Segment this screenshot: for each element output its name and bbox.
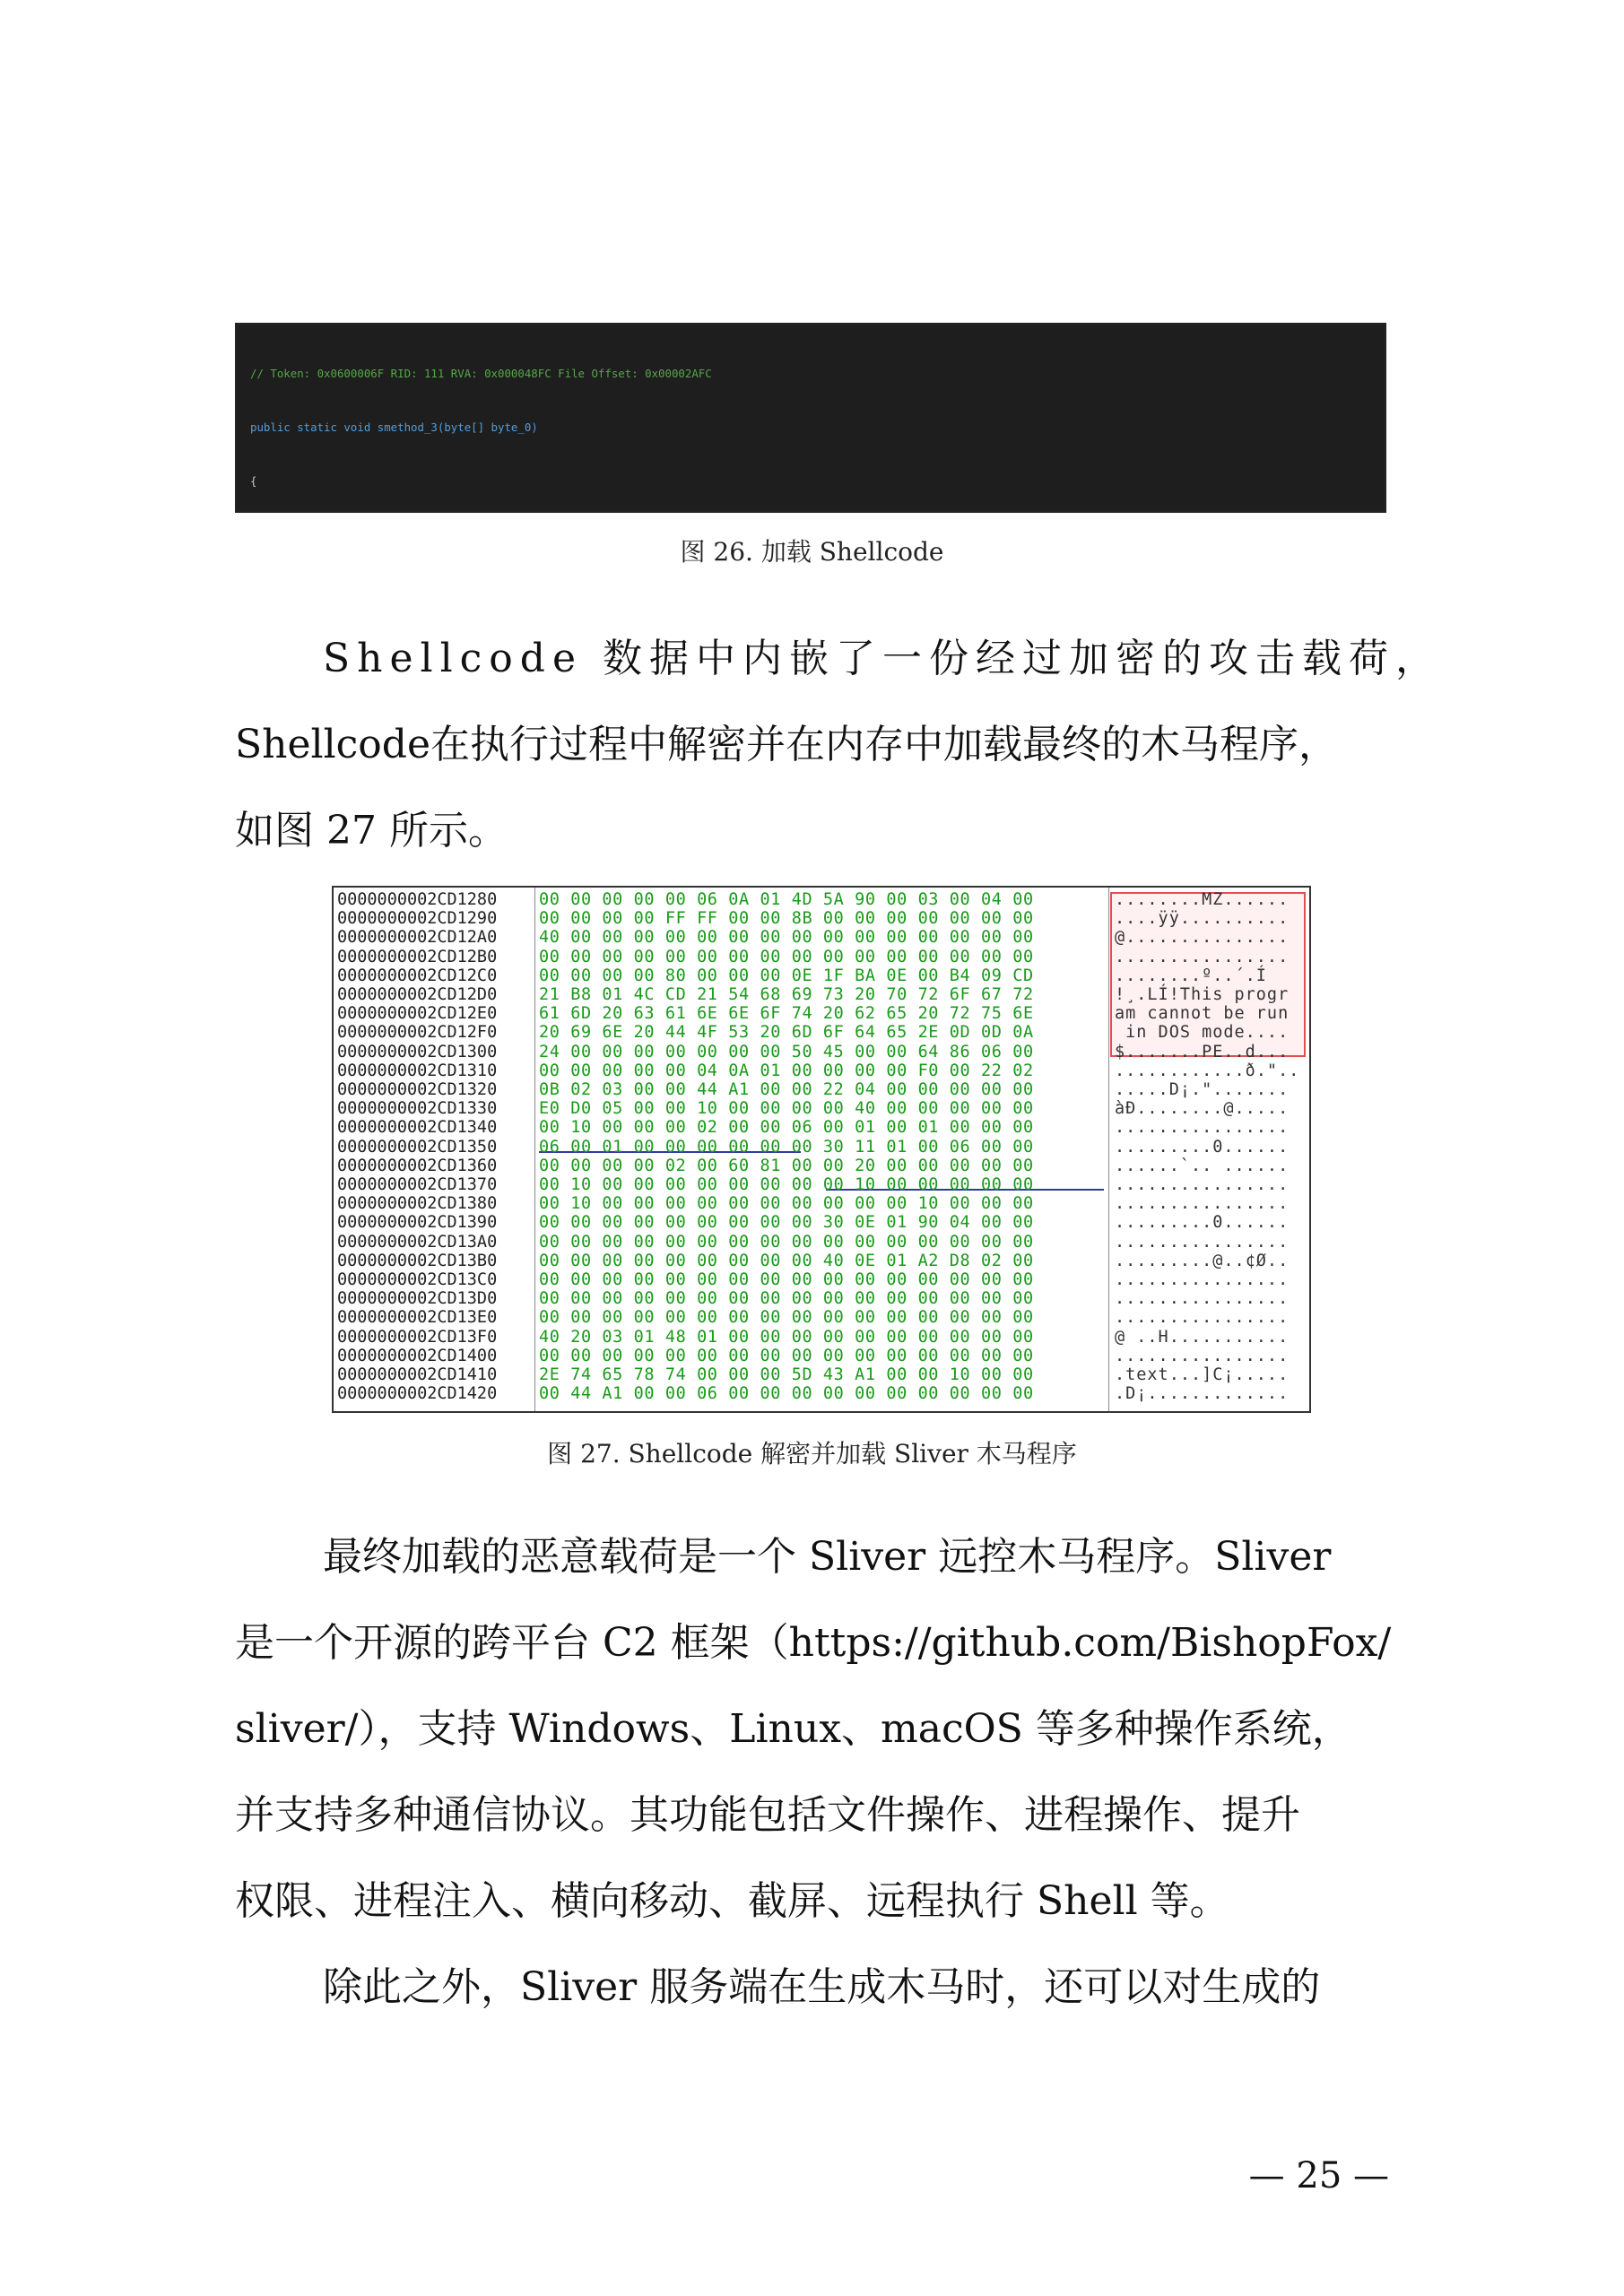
hex-bytes: 00 00 00 00 00 04 0A 01 00 00 00 00 F0 00 22 02	[539, 1061, 1034, 1080]
code-line: // Token: 0x0600006F RID: 111 RVA: 0x000048FC File Offset: 0x00002AFC	[250, 367, 712, 380]
hex-ascii: .........0......	[1115, 1137, 1290, 1157]
hex-bytes: 00 10 00 00 00 00 00 00 00 00 00 00 10 00 00 00	[539, 1194, 1034, 1214]
hex-ascii: ............ð."..	[1115, 1061, 1300, 1080]
hex-row	[334, 1365, 1311, 1384]
hex-ascii: .....D¡.".......	[1115, 1080, 1290, 1099]
hex-bytes: 0B 02 03 00 00 44 A1 00 00 22 04 00 00 00 00 00	[539, 1080, 1034, 1099]
hex-bytes: 24 00 00 00 00 00 00 00 50 45 00 00 64 86 06 00	[539, 1042, 1034, 1061]
hex-address: 0000000002CD1360	[337, 1156, 498, 1175]
hex-address: 0000000002CD13C0	[337, 1270, 498, 1289]
hex-bytes: 00 44 A1 00 00 06 00 00 00 00 00 00 00 00 00 00	[539, 1384, 1034, 1404]
hex-ascii: .........0......	[1115, 1213, 1290, 1233]
hex-address: 0000000002CD1370	[337, 1175, 498, 1194]
hex-ascii: .text...]C¡.....	[1115, 1365, 1290, 1384]
hex-ascii: ................	[1115, 947, 1290, 966]
hex-ascii: in DOS mode....	[1115, 1023, 1290, 1043]
hex-bytes: 00 00 00 00 00 00 00 00 00 00 00 00 00 00 00 00	[539, 1289, 1034, 1309]
hex-ascii: am cannot be run	[1115, 1004, 1290, 1024]
hex-ascii: ................	[1115, 1289, 1290, 1309]
paragraph-1-line-2: Shellcode在执行过程中解密并在内存中加载最终的木马程序，	[235, 722, 1338, 767]
hex-bytes: 21 B8 01 4C CD 21 54 68 69 73 20 70 72 6F 67 72	[539, 985, 1034, 1004]
hex-bytes: 40 00 00 00 00 00 00 00 00 00 00 00 00 00 00 00	[539, 928, 1034, 948]
hex-address: 0000000002CD13E0	[337, 1308, 498, 1328]
paragraph-3-line-1: 除此之外，Sliver 服务端在生成木马时，还可以对生成的	[323, 1964, 1321, 2010]
hex-ascii: $.......PE..d...	[1115, 1042, 1290, 1061]
hex-address: 0000000002CD13A0	[337, 1232, 498, 1252]
hex-address: 0000000002CD1410	[337, 1365, 498, 1384]
hex-row	[334, 1252, 1311, 1270]
hex-bytes: 00 10 00 00 00 00 00 00 00 00 10 00 00 00 00 00	[539, 1175, 1034, 1194]
hex-row	[334, 1157, 1311, 1175]
hex-bytes: 00 00 00 00 FF FF 00 00 8B 00 00 00 00 00 00 00	[539, 909, 1034, 929]
hex-ascii: àÐ........@.....	[1115, 1099, 1290, 1119]
hex-row	[334, 1194, 1311, 1213]
hex-bytes: E0 D0 05 00 00 10 00 00 00 00 40 00 00 00 00 00	[539, 1099, 1034, 1119]
hex-ascii: ................	[1115, 1270, 1290, 1289]
hex-ascii: .........@..¢Ø..	[1115, 1251, 1290, 1270]
paragraph-1-line-1: Shellcode 数据中内嵌了一份经过加密的攻击载荷，	[323, 636, 1442, 681]
hex-ascii: ................	[1115, 1175, 1290, 1194]
hex-row	[334, 948, 1311, 966]
hex-bytes: 00 00 00 00 00 00 00 00 00 00 00 00 00 00 00 00	[539, 1346, 1034, 1365]
hex-ascii: @ ..H...........	[1115, 1327, 1290, 1347]
hex-row	[334, 985, 1311, 1004]
figure-27-caption: 图 27. Shellcode 解密并加载 Sliver 木马程序	[547, 1439, 1077, 1469]
hex-address: 0000000002CD1280	[337, 890, 498, 909]
hex-address: 0000000002CD13F0	[337, 1327, 498, 1347]
paragraph-2-line-1: 最终加载的恶意载荷是一个 Sliver 远控木马程序。Sliver	[323, 1534, 1332, 1580]
hex-address: 0000000002CD13D0	[337, 1289, 498, 1309]
hex-row	[334, 1289, 1311, 1308]
hex-bytes: 00 00 00 00 00 00 00 00 00 30 0E 01 90 04 00 00	[539, 1213, 1034, 1233]
hex-bytes: 00 00 00 00 00 00 00 00 00 00 00 00 00 00 00 00	[539, 947, 1034, 966]
hex-row	[334, 909, 1311, 928]
hex-row	[334, 928, 1311, 947]
hex-row	[334, 1328, 1311, 1347]
hex-address: 0000000002CD1310	[337, 1061, 498, 1080]
hex-dump-screenshot	[332, 886, 1311, 1413]
hex-bytes: 40 20 03 01 48 01 00 00 00 00 00 00 00 00 00 00	[539, 1327, 1034, 1347]
hex-ascii: ................	[1115, 1232, 1290, 1252]
paragraph-2-line-3: sliver/），支持 Windows、Linux、macOS 等多种操作系统，	[235, 1706, 1351, 1752]
hex-row	[334, 1308, 1311, 1327]
paragraph-2-line-2: 是一个开源的跨平台 C2 框架（https://github.com/BishopFox/	[235, 1620, 1392, 1666]
hex-address: 0000000002CD1320	[337, 1080, 498, 1099]
hex-address: 0000000002CD13B0	[337, 1251, 498, 1270]
hex-row	[334, 1213, 1311, 1232]
hex-ascii: @...............	[1115, 928, 1290, 948]
hex-address: 0000000002CD1340	[337, 1118, 498, 1138]
hex-bytes: 00 00 00 00 02 00 60 81 00 00 20 00 00 00 00 00	[539, 1156, 1034, 1175]
hex-ascii: ......`.. ......	[1115, 1156, 1290, 1175]
hex-address: 0000000002CD1300	[337, 1042, 498, 1061]
hex-bytes: 61 6D 20 63 61 6E 6E 6F 74 20 62 65 20 72 75 6E	[539, 1004, 1034, 1024]
hex-bytes: 00 00 00 00 00 00 00 00 00 40 0E 01 A2 D8 02 00	[539, 1251, 1034, 1270]
hex-bytes: 00 00 00 00 00 00 00 00 00 00 00 00 00 00 00 00	[539, 1270, 1034, 1289]
hex-ascii: ........MZ......	[1115, 890, 1290, 909]
hex-ascii: ................	[1115, 1194, 1290, 1214]
hex-row	[334, 1233, 1311, 1252]
hex-row	[334, 1270, 1311, 1289]
page-number: — 25 —	[1248, 2155, 1389, 2196]
hex-row	[334, 1043, 1311, 1061]
hex-row	[334, 1061, 1311, 1080]
hex-row	[334, 1347, 1311, 1365]
code-line: public static void smethod_3(byte[] byte_0)	[250, 420, 538, 434]
hex-bytes: 00 00 00 00 00 06 0A 01 4D 5A 90 00 03 00 04 00	[539, 890, 1034, 909]
hex-address: 0000000002CD1390	[337, 1213, 498, 1233]
hex-row	[334, 1099, 1311, 1118]
hex-ascii: ....ÿÿ..........	[1115, 909, 1290, 929]
figure-26-caption: 图 26. 加载 Shellcode	[680, 537, 944, 567]
hex-row	[334, 1080, 1311, 1099]
hex-address: 0000000002CD12E0	[337, 1004, 498, 1024]
hex-address: 0000000002CD1330	[337, 1099, 498, 1119]
hex-address: 0000000002CD1400	[337, 1346, 498, 1365]
hex-row	[334, 890, 1311, 909]
hex-bytes: 20 69 6E 20 44 4F 53 20 6D 6F 64 65 2E 0D 0D 0A	[539, 1023, 1034, 1043]
hex-address: 0000000002CD12D0	[337, 985, 498, 1004]
hex-row	[334, 1004, 1311, 1023]
code-line: {	[250, 474, 257, 488]
hex-row	[334, 1023, 1311, 1042]
hex-ascii: ........º..´.Í	[1115, 966, 1267, 985]
hex-address: 0000000002CD12C0	[337, 966, 498, 985]
hex-bytes: 00 00 00 00 00 00 00 00 00 00 00 00 00 00 00 00	[539, 1232, 1034, 1252]
hex-address: 0000000002CD12A0	[337, 928, 498, 948]
code-screenshot	[235, 323, 1386, 513]
hex-row	[334, 1175, 1311, 1194]
paragraph-1-line-3: 如图 27 所示。	[235, 808, 508, 853]
paragraph-2-line-4: 并支持多种通信协议。其功能包括文件操作、进程操作、提升	[235, 1792, 1300, 1838]
hex-ascii: ................	[1115, 1346, 1290, 1365]
hex-address: 0000000002CD1380	[337, 1194, 498, 1214]
hex-bytes: 00 00 00 00 80 00 00 00 0E 1F BA 0E 00 B4 09 CD	[539, 966, 1034, 985]
hex-row	[334, 1138, 1311, 1157]
hex-ascii: .D¡.............	[1115, 1384, 1290, 1404]
hex-bytes: 00 00 00 00 00 00 00 00 00 00 00 00 00 00 00 00	[539, 1308, 1034, 1328]
hex-ascii: ................	[1115, 1118, 1290, 1138]
hex-address: 0000000002CD1290	[337, 909, 498, 929]
hex-ascii: ................	[1115, 1308, 1290, 1328]
hex-address: 0000000002CD1420	[337, 1384, 498, 1404]
paragraph-2-line-5: 权限、进程注入、横向移动、截屏、远程执行 Shell 等。	[235, 1878, 1229, 1924]
hex-bytes: 00 10 00 00 00 02 00 00 06 00 01 00 01 00 00 00	[539, 1118, 1034, 1138]
hex-bytes: 2E 74 65 78 74 00 00 00 5D 43 A1 00 00 10 00 00	[539, 1365, 1034, 1384]
hex-row	[334, 1384, 1311, 1403]
hex-row	[334, 1118, 1311, 1137]
hex-ascii: !¸.LÍ!This progr	[1115, 985, 1290, 1004]
hex-address: 0000000002CD1350	[337, 1137, 498, 1157]
hex-address: 0000000002CD12F0	[337, 1023, 498, 1043]
hex-bytes: 06 00 01 00 00 00 00 00 00 30 11 01 00 06 00 00	[539, 1137, 1034, 1157]
hex-address: 0000000002CD12B0	[337, 947, 498, 966]
hex-row	[334, 966, 1311, 985]
